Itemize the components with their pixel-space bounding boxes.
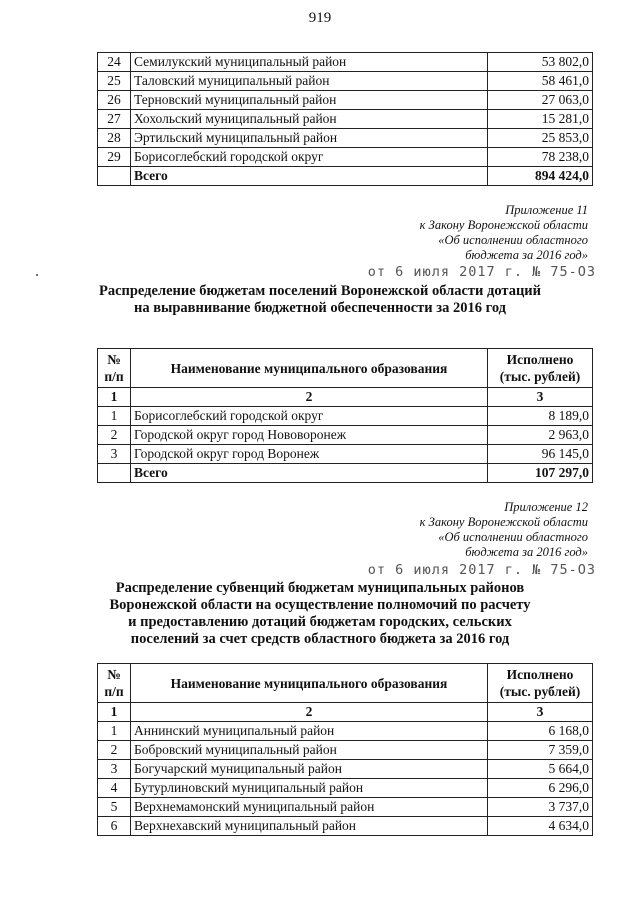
total-label: Всего — [131, 167, 488, 186]
row-number: 26 — [98, 91, 131, 110]
row-value: 6 296,0 — [488, 779, 593, 798]
row-number: 28 — [98, 129, 131, 148]
colnum-2: 2 — [131, 703, 488, 722]
appendix-11-subject: «Об исполнении областного — [438, 233, 588, 247]
header-name: Наименование муниципального образования — [131, 664, 488, 703]
table-row — [98, 91, 593, 110]
row-name: Борисоглебский городской округ — [131, 148, 488, 167]
appendix-11-year: бюджета за 2016 год» — [465, 248, 588, 262]
row-name: Верхнехавский муниципальный район — [131, 817, 488, 836]
row-value: 4 634,0 — [488, 817, 593, 836]
row-value: 25 853,0 — [488, 129, 593, 148]
row-name: Аннинский муниципальный район — [131, 722, 488, 741]
row-value: 27 063,0 — [488, 91, 593, 110]
row-number: 5 — [98, 798, 131, 817]
total-value: 894 424,0 — [488, 167, 593, 186]
table-row — [98, 72, 593, 91]
table-row — [98, 760, 593, 779]
section-11-title-line1: Распределение бюджетам поселений Воронежской области дотаций — [98, 283, 542, 299]
table-row — [98, 407, 593, 426]
row-name: Семилукский муниципальный район — [131, 53, 488, 72]
appendix-11-law: к Закону Воронежской области — [419, 218, 588, 232]
date-stamp-12: от 6 июля 2017 г. № 75-ОЗ — [367, 562, 596, 578]
row-name: Бобровский муниципальный район — [131, 741, 488, 760]
speck — [36, 274, 38, 276]
header-executed: Исполнено (тыс. рублей) — [488, 349, 593, 388]
row-name: Бутурлиновский муниципальный район — [131, 779, 488, 798]
row-value: 3 737,0 — [488, 798, 593, 817]
row-number: 24 — [98, 53, 131, 72]
total-label: Всего — [131, 464, 488, 483]
appendix-12-subject: «Об исполнении областного — [438, 530, 588, 544]
row-number: 1 — [98, 407, 131, 426]
row-number: 2 — [98, 741, 131, 760]
row-name: Борисоглебский городской округ — [131, 407, 488, 426]
row-value: 53 802,0 — [488, 53, 593, 72]
appendix-11-title: Приложение 11 — [505, 203, 588, 217]
header-number: № п/п — [98, 664, 131, 703]
row-number: 3 — [98, 445, 131, 464]
header-executed: Исполнено (тыс. рублей) — [488, 664, 593, 703]
row-value: 96 145,0 — [488, 445, 593, 464]
appendix-12-law: к Закону Воронежской области — [419, 515, 588, 529]
row-number: 3 — [98, 760, 131, 779]
row-value: 5 664,0 — [488, 760, 593, 779]
row-name: Богучарский муниципальный район — [131, 760, 488, 779]
section-11-title — [0, 283, 640, 317]
table-row — [98, 426, 593, 445]
total-row — [98, 464, 593, 483]
row-name: Терновский муниципальный район — [131, 91, 488, 110]
row-name: Хохольский муниципальный район — [131, 110, 488, 129]
row-value: 58 461,0 — [488, 72, 593, 91]
table-section-12 — [97, 663, 593, 836]
table-row — [98, 53, 593, 72]
row-number: 4 — [98, 779, 131, 798]
appendix-12-year: бюджета за 2016 год» — [465, 545, 588, 559]
colnum-1: 1 — [98, 388, 131, 407]
table-row — [98, 779, 593, 798]
row-number: 1 — [98, 722, 131, 741]
section-12-title-line3: и предоставлению дотаций бюджетам городских, сельских — [128, 614, 512, 630]
total-row — [98, 167, 593, 186]
row-value: 8 189,0 — [488, 407, 593, 426]
row-name: Эртильский муниципальный район — [131, 129, 488, 148]
table-row — [98, 798, 593, 817]
colnum-3: 3 — [488, 703, 593, 722]
section-12-title-line4: поселений за счет средств областного бюджета за 2016 год — [130, 631, 510, 647]
row-value: 15 281,0 — [488, 110, 593, 129]
row-value: 7 359,0 — [488, 741, 593, 760]
row-name: Таловский муниципальный район — [131, 72, 488, 91]
row-number: 2 — [98, 426, 131, 445]
table-top — [97, 52, 593, 186]
colnum-1: 1 — [98, 703, 131, 722]
page-number: 919 — [308, 10, 332, 26]
row-number: 27 — [98, 110, 131, 129]
table-row — [98, 445, 593, 464]
header-number: № п/п — [98, 349, 131, 388]
row-number: 25 — [98, 72, 131, 91]
row-number: 6 — [98, 817, 131, 836]
row-name: Верхнемамонский муниципальный район — [131, 798, 488, 817]
colnum-2: 2 — [131, 388, 488, 407]
total-empty-cell — [98, 464, 131, 483]
header-name: Наименование муниципального образования — [131, 349, 488, 388]
row-name: Городской округ город Нововоронеж — [131, 426, 488, 445]
table-row — [98, 129, 593, 148]
row-name: Городской округ город Воронеж — [131, 445, 488, 464]
colnum-3: 3 — [488, 388, 593, 407]
total-value: 107 297,0 — [488, 464, 593, 483]
table-row — [98, 741, 593, 760]
total-empty-cell — [98, 167, 131, 186]
section-11-title-line2: на выравнивание бюджетной обеспеченности за 2016 год — [133, 300, 506, 316]
section-12-title — [0, 580, 640, 648]
table-row — [98, 110, 593, 129]
appendix-12-title: Приложение 12 — [504, 500, 588, 514]
row-value: 78 238,0 — [488, 148, 593, 167]
appendix-12-header — [420, 500, 588, 560]
table-row — [98, 722, 593, 741]
row-number: 29 — [98, 148, 131, 167]
date-stamp-11: от 6 июля 2017 г. № 75-ОЗ — [367, 264, 596, 280]
row-value: 2 963,0 — [488, 426, 593, 445]
table-row — [98, 817, 593, 836]
table-row — [98, 148, 593, 167]
table-section-11 — [97, 348, 593, 483]
appendix-11-header — [420, 203, 588, 263]
row-value: 6 168,0 — [488, 722, 593, 741]
section-12-title-line1: Распределение субвенций бюджетам муниципальных районов — [115, 580, 525, 596]
section-12-title-line2: Воронежской области на осуществление полномочий по расчету — [109, 597, 531, 613]
